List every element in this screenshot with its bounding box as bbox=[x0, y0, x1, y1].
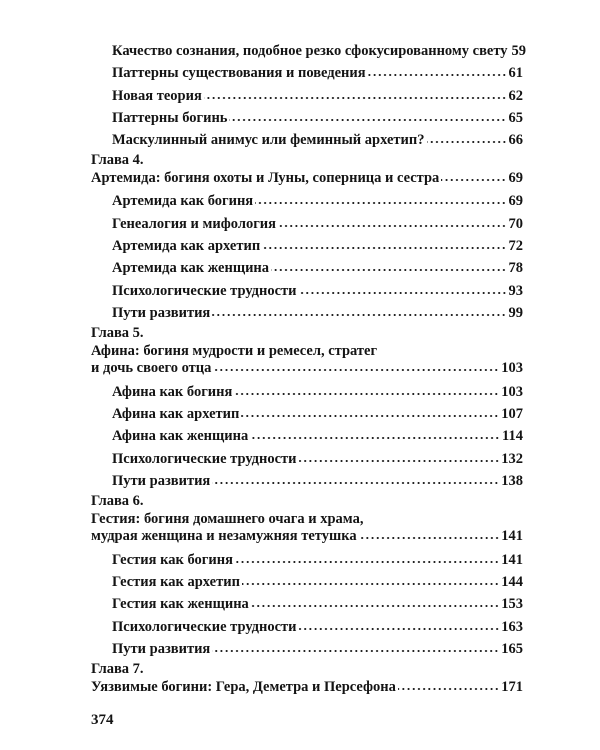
entry-text: Паттерны богинь bbox=[112, 109, 228, 126]
entry-text: Генеалогия и мифология bbox=[112, 215, 276, 232]
chapter-title bbox=[91, 343, 523, 361]
entry-text: Уязвимые богини: Гера, Деметра и Персефона bbox=[91, 678, 396, 695]
dot-leader bbox=[242, 574, 499, 586]
dot-leader bbox=[213, 360, 499, 372]
dot-leader bbox=[359, 528, 500, 540]
dot-leader bbox=[271, 260, 506, 272]
dot-leader bbox=[299, 283, 507, 295]
toc-entry bbox=[91, 593, 523, 615]
dot-leader bbox=[262, 238, 506, 250]
dot-leader bbox=[251, 596, 499, 608]
toc-entry bbox=[91, 470, 523, 492]
chapter-title bbox=[91, 528, 523, 546]
chapter-label bbox=[91, 325, 523, 343]
page-ref: 61 bbox=[508, 65, 523, 82]
entry-text: Глава 4. bbox=[91, 152, 144, 169]
entry-text: Афина: богиня мудрости и ремесел, стратег bbox=[91, 342, 378, 359]
chapter-title bbox=[91, 679, 523, 697]
entry-text: Пути развития bbox=[112, 640, 211, 657]
entry-text: Артемида как богиня bbox=[112, 193, 254, 210]
page-ref: 141 bbox=[501, 551, 523, 568]
toc-entry bbox=[91, 571, 523, 593]
page-ref: 72 bbox=[508, 238, 523, 255]
page-ref: 59 bbox=[511, 43, 527, 59]
toc-entry bbox=[91, 235, 523, 257]
dot-leader bbox=[212, 305, 506, 317]
toc-entry bbox=[91, 448, 523, 470]
entry-text: Психологические трудности bbox=[112, 282, 297, 299]
entry-text: Гестия как богиня bbox=[112, 551, 233, 568]
dot-leader bbox=[299, 451, 500, 463]
toc-entry bbox=[91, 302, 523, 324]
entry-text: Гестия как архетип bbox=[112, 574, 240, 591]
dot-leader bbox=[229, 110, 506, 122]
dot-leader bbox=[235, 552, 499, 564]
page-ref: 66 bbox=[508, 132, 523, 149]
toc-entry bbox=[91, 62, 523, 84]
dot-leader bbox=[299, 619, 500, 631]
toc-entry bbox=[91, 425, 523, 447]
toc-entry bbox=[91, 280, 523, 302]
dot-leader bbox=[278, 216, 507, 228]
chapter-label bbox=[91, 152, 523, 170]
page-ref: 171 bbox=[501, 678, 523, 695]
page-ref: 70 bbox=[508, 215, 523, 232]
entry-text: Маскулинный анимус или феминный архетип? bbox=[112, 132, 425, 149]
dot-leader bbox=[368, 65, 507, 77]
chapter-label bbox=[91, 661, 523, 679]
dot-leader bbox=[255, 193, 506, 205]
entry-text: Гестия: богиня домашнего очага и храма, bbox=[91, 510, 364, 527]
entry-text: и дочь своего отца bbox=[91, 360, 212, 377]
toc-entry bbox=[91, 381, 523, 403]
dot-leader bbox=[212, 473, 499, 485]
page-ref: 138 bbox=[501, 472, 523, 489]
page-ref: 62 bbox=[508, 87, 523, 104]
entry-text: Афина как богиня bbox=[112, 383, 233, 400]
toc-entry bbox=[91, 107, 523, 129]
dot-leader bbox=[234, 384, 499, 396]
entry-text: Пути развития bbox=[112, 472, 211, 489]
entry-text: Новая теория bbox=[112, 87, 202, 104]
page-ref: 153 bbox=[501, 596, 523, 613]
toc-entry bbox=[91, 549, 523, 571]
page-ref: 69 bbox=[508, 193, 523, 210]
page-ref: 163 bbox=[501, 618, 523, 635]
entry-text: Афина как архетип bbox=[112, 406, 240, 423]
dot-leader bbox=[427, 132, 507, 144]
entry-text: Гестия как женщина bbox=[112, 596, 249, 613]
entry-text: Глава 7. bbox=[91, 661, 144, 678]
table-of-contents bbox=[91, 40, 527, 699]
page-ref: 78 bbox=[508, 260, 523, 277]
dot-leader bbox=[398, 679, 499, 691]
entry-text: Афина как женщина bbox=[112, 428, 249, 445]
page-number: 374 bbox=[91, 712, 114, 728]
entry-text: Паттерны существования и поведения bbox=[112, 65, 366, 82]
page-ref: 69 bbox=[508, 169, 523, 186]
dot-leader bbox=[204, 88, 507, 100]
toc-entry bbox=[91, 129, 523, 151]
dot-leader bbox=[250, 428, 500, 440]
entry-text: Психологические трудности bbox=[112, 618, 297, 635]
entry-text: Качество сознания, подобное резко сфокусированному свету bbox=[112, 43, 508, 59]
page-ref: 99 bbox=[508, 304, 523, 321]
entry-text: Артемида как женщина bbox=[112, 260, 270, 277]
entry-text: Глава 6. bbox=[91, 493, 144, 510]
entry-text: Глава 5. bbox=[91, 325, 144, 342]
entry-text: Психологические трудности bbox=[112, 450, 297, 467]
chapter-label bbox=[91, 493, 523, 511]
dot-leader bbox=[441, 170, 506, 182]
dot-leader bbox=[241, 406, 499, 418]
page-ref: 107 bbox=[501, 406, 523, 423]
page-ref: 132 bbox=[501, 450, 523, 467]
page-ref: 93 bbox=[508, 282, 523, 299]
toc-entry bbox=[91, 638, 523, 660]
page-ref: 144 bbox=[501, 574, 523, 591]
toc-entry bbox=[91, 190, 523, 212]
dot-leader bbox=[212, 641, 499, 653]
entry-text: Пути развития bbox=[112, 304, 211, 321]
page-ref: 114 bbox=[502, 428, 523, 445]
toc-entry bbox=[91, 213, 523, 235]
page-ref: 141 bbox=[501, 528, 523, 545]
toc-entry bbox=[91, 40, 527, 62]
entry-text: Артемида: богиня охоты и Луны, соперница и сестра bbox=[91, 169, 440, 186]
entry-text: мудрая женщина и незамужняя тетушка bbox=[91, 528, 357, 545]
toc-entry bbox=[91, 85, 523, 107]
chapter-title bbox=[91, 170, 523, 188]
chapter-title bbox=[91, 360, 523, 378]
toc-entry bbox=[91, 403, 523, 425]
page-ref: 103 bbox=[501, 383, 523, 400]
page-ref: 65 bbox=[508, 109, 523, 126]
toc-entry bbox=[91, 616, 523, 638]
page-ref: 103 bbox=[501, 360, 523, 377]
entry-text: Артемида как архетип bbox=[112, 238, 261, 255]
toc-entry bbox=[91, 257, 523, 279]
chapter-title bbox=[91, 511, 523, 529]
page-ref: 165 bbox=[501, 640, 523, 657]
